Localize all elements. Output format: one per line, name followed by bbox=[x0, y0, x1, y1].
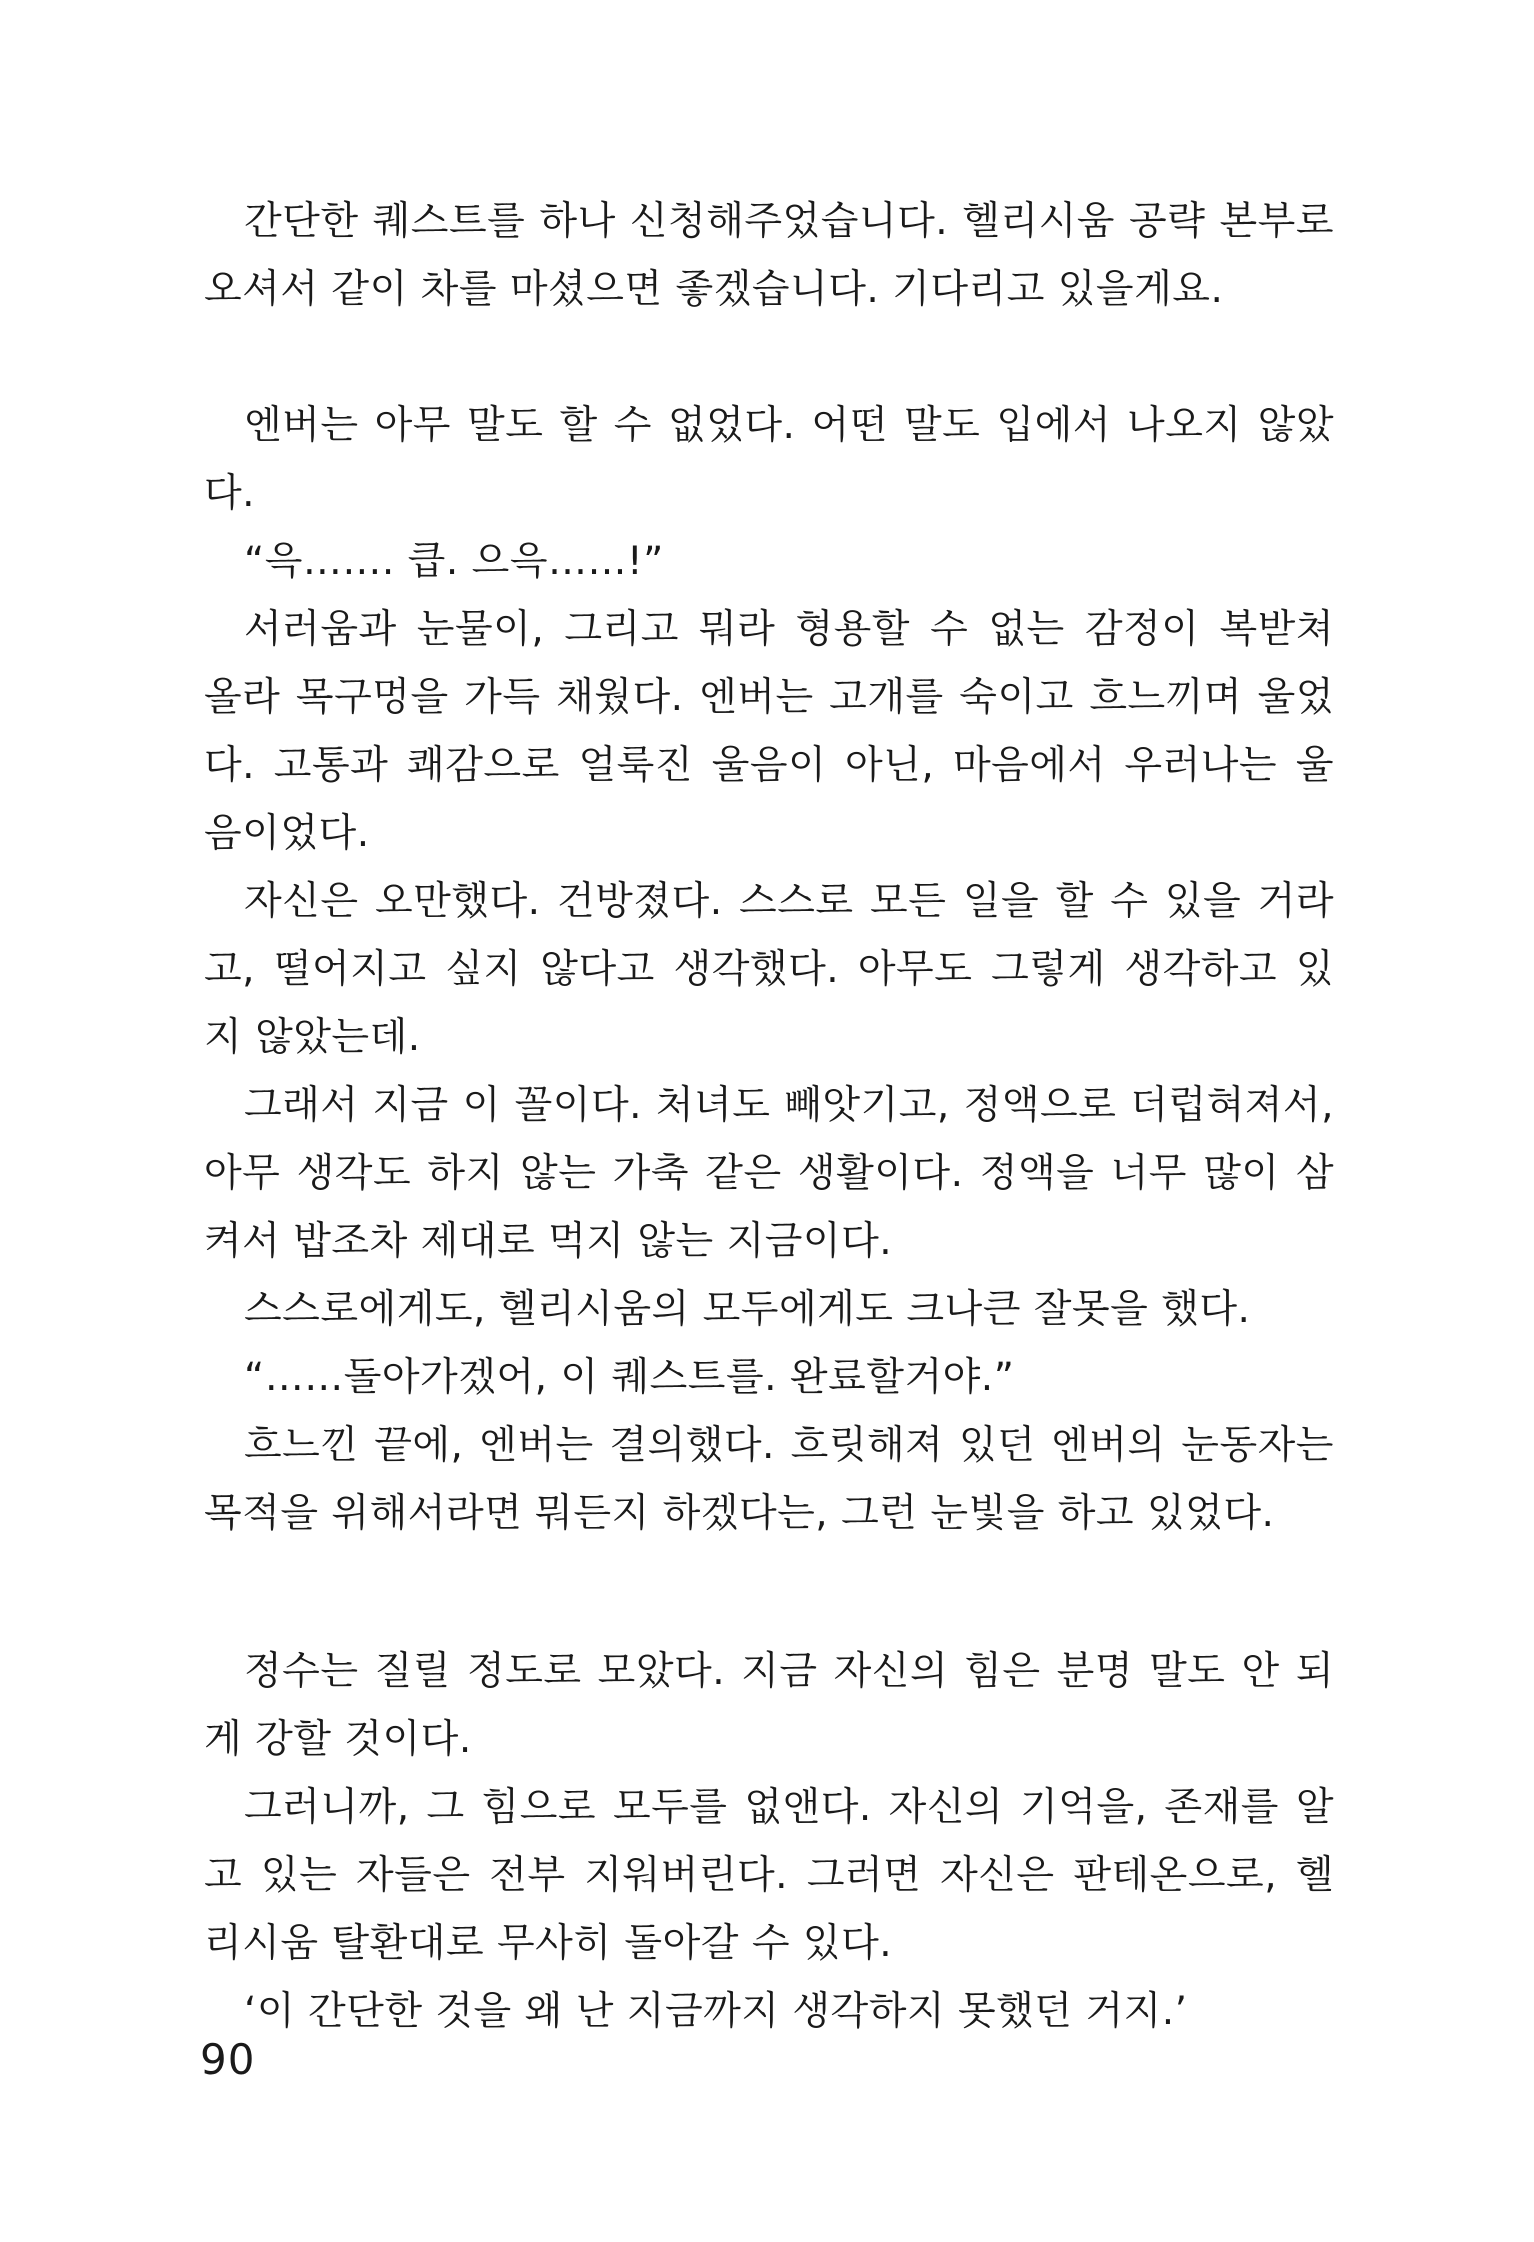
text-line: 목적을 위해서라면 뭐든지 하겠다는, 그런 눈빛을 하고 있었다. bbox=[204, 1491, 1275, 1536]
text-line: ‘이 간단한 것을 왜 난 지금까지 생각하지 못했던 거지.’ bbox=[244, 1989, 1188, 2034]
text-line: 간단한 퀘스트를 하나 신청해주었습니다. 헬리시움 공략 본부로 bbox=[244, 199, 1334, 244]
page-number: 90 bbox=[200, 2035, 256, 2084]
paragraph-gap bbox=[204, 324, 1334, 392]
text-line: 고 있는 자들은 전부 지워버린다. 그러면 자신은 판테온으로, 헬 bbox=[204, 1853, 1334, 1898]
text-line: 올라 목구멍을 가득 채웠다. 엔버는 고개를 숙이고 흐느끼며 울었 bbox=[204, 675, 1334, 720]
text-line: 음이었다. bbox=[204, 811, 370, 856]
text-line: 다. 고통과 쾌감으로 얼룩진 울음이 아닌, 마음에서 우러나는 울 bbox=[204, 743, 1334, 788]
text-line: 지 않았는데. bbox=[204, 1015, 421, 1060]
text-line: 그래서 지금 이 꼴이다. 처녀도 빼앗기고, 정액으로 더럽혀져서, bbox=[244, 1083, 1334, 1128]
body-text bbox=[204, 188, 1334, 2046]
text-line: 정수는 질릴 정도로 모았다. 지금 자신의 힘은 분명 말도 안 되 bbox=[244, 1649, 1334, 1694]
text-line: “……돌아가겠어, 이 퀘스트를. 완료할거야.” bbox=[244, 1355, 1015, 1400]
text-line: “윽……. 큽. 으윽……!” bbox=[244, 539, 664, 584]
text-line: 서러움과 눈물이, 그리고 뭐라 형용할 수 없는 감정이 복받쳐 bbox=[244, 607, 1334, 652]
text-line: 자신은 오만했다. 건방졌다. 스스로 모든 일을 할 수 있을 거라 bbox=[244, 879, 1334, 924]
text-line: 켜서 밥조차 제대로 먹지 않는 지금이다. bbox=[204, 1219, 893, 1264]
text-line: 고, 떨어지고 싶지 않다고 생각했다. 아무도 그렇게 생각하고 있 bbox=[204, 947, 1334, 992]
text-line: 흐느낀 끝에, 엔버는 결의했다. 흐릿해져 있던 엔버의 눈동자는 bbox=[244, 1423, 1334, 1468]
text-line: 다. bbox=[204, 471, 256, 516]
text-line: 오셔서 같이 차를 마셨으면 좋겠습니다. 기다리고 있을게요. bbox=[204, 267, 1224, 312]
text-line: 그러니까, 그 힘으로 모두를 없앤다. 자신의 기억을, 존재를 알 bbox=[244, 1785, 1334, 1830]
paragraph-gap bbox=[204, 1548, 1334, 1638]
text-line: 게 강할 것이다. bbox=[204, 1717, 472, 1762]
text-line: 아무 생각도 하지 않는 가축 같은 생활이다. 정액을 너무 많이 삼 bbox=[204, 1151, 1334, 1196]
text-line: 리시움 탈환대로 무사히 돌아갈 수 있다. bbox=[204, 1921, 893, 1966]
text-line: 엔버는 아무 말도 할 수 없었다. 어떤 말도 입에서 나오지 않았 bbox=[244, 403, 1334, 448]
text-line: 스스로에게도, 헬리시움의 모두에게도 크나큰 잘못을 했다. bbox=[244, 1287, 1251, 1332]
